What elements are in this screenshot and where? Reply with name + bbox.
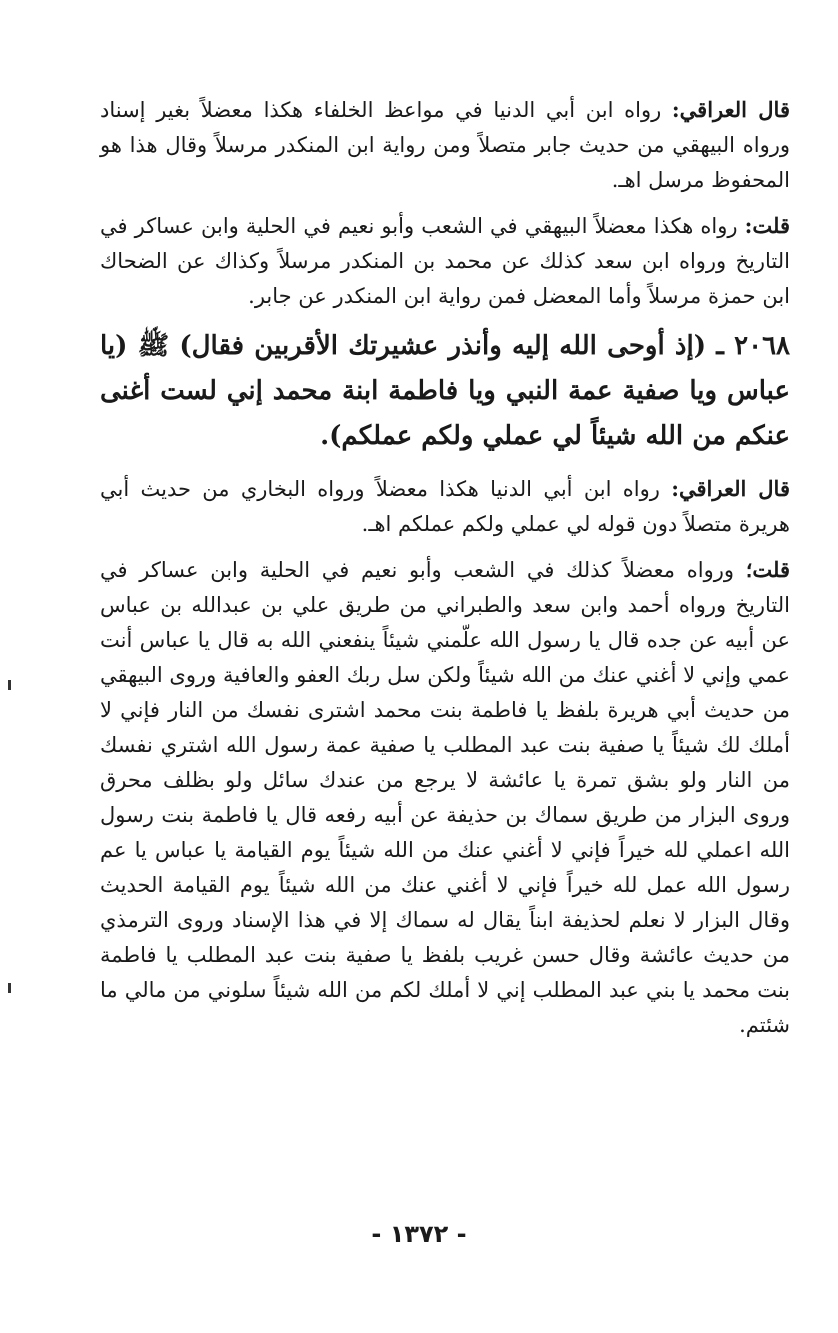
commentary-text: رواه ابن أبي الدنيا هكذا معضلاً ورواه البخاري من حديث أبي هريرة متصلاً دون قوله لي عملي ولكم عملكم اهـ. — [100, 477, 790, 536]
commentary-text: رواه هكذا معضلاً البيهقي في الشعب وأبو نعيم في الحلية وابن عساكر في التاريخ ورواه ابن سعد كذلك عن محمد بن المنكدر مرسلاً وكذاك عن الضحاك ابن حمزة مرسلاً وأما المعضل فمن رواية ابن المنكدر عن جابر. — [100, 214, 790, 308]
commentary-text: رواه ابن أبي الدنيا في مواعظ الخلفاء هكذا معضلاً بغير إسناد ورواه البيهقي من حديث جابر متصلاً ومن رواية ابن المنكدر مرسلاً وقال هذا هو المحفوظ مرسل اهـ. — [100, 98, 790, 192]
commentary-label: قلت: — [744, 213, 790, 238]
commentary-paragraph — [100, 208, 790, 314]
commentary-paragraph — [100, 92, 790, 198]
commentary-paragraph — [100, 471, 790, 542]
hadith-text: ٢٠٦٨ ـ (إذ أوحى الله إليه وأنذر عشيرتك الأقربين فقال) ﷺ (يا عباس ويا صفية عمة النبي ويا فاطمة ابنة محمد إني لست أغنى عنكم من الله شيئاً لي عملي ولكم عملكم). — [100, 331, 790, 451]
commentary-label: قال العراقي: — [671, 97, 790, 122]
commentary-paragraph — [100, 552, 790, 1043]
margin-mark — [8, 983, 11, 993]
commentary-label: قال العراقي: — [671, 476, 790, 501]
page-number: - ١٣٧٢ - — [371, 1220, 467, 1248]
page-body — [100, 92, 790, 1053]
margin-mark — [8, 680, 11, 690]
commentary-label: قلت؛ — [745, 557, 790, 582]
commentary-text: ورواه معضلاً كذلك في الشعب وأبو نعيم في الحلية وابن عساكر في التاريخ ورواه أحمد وابن سعد والطبراني من طريق علي بن عبدالله بن عباس عن أبيه عن جده قال يا رسول الله علّمني شيئاً ينفعني الله به قال يا عباس أنت عمي وإني لا أغني عنك من الله شيئاً ولكن سل ربك العفو والعافية وروى البيهقي من حديث أبي هريرة بلفظ يا فاطمة بنت محمد اشترى نفسك من النار فإني لا أملك لك شيئاً يا صفية بنت عبد المطلب يا صفية عمة رسول الله اشتري نفسك من النار ولو بشق تمرة يا عائشة لا يرجع من عندك سائل ولو بظلف محرق وروى البزار من طريق سماك بن حذيفة عن أبيه رفعه قال يا فاطمة بنت رسول الله اعملي لله خيراً فإني لا أغني عنك من الله شيئاً يوم القيامة يا عباس يا عم رسول الله عمل لله خيراً فإني لا أغني عنك من الله شيئاً يوم القيامة الحديث وقال البزار لا نعلم لحذيفة ابناً يقال له سماك إلا في هذا الإسناد وروى الترمذي من حديث عائشة وقال حسن غريب بلفظ يا صفية بنت عبد المطلب يا فاطمة بنت محمد يا بني عبد المطلب إني لا أملك لكم من الله شيئاً سلوني من مالي ما شئتم. — [100, 558, 790, 1037]
